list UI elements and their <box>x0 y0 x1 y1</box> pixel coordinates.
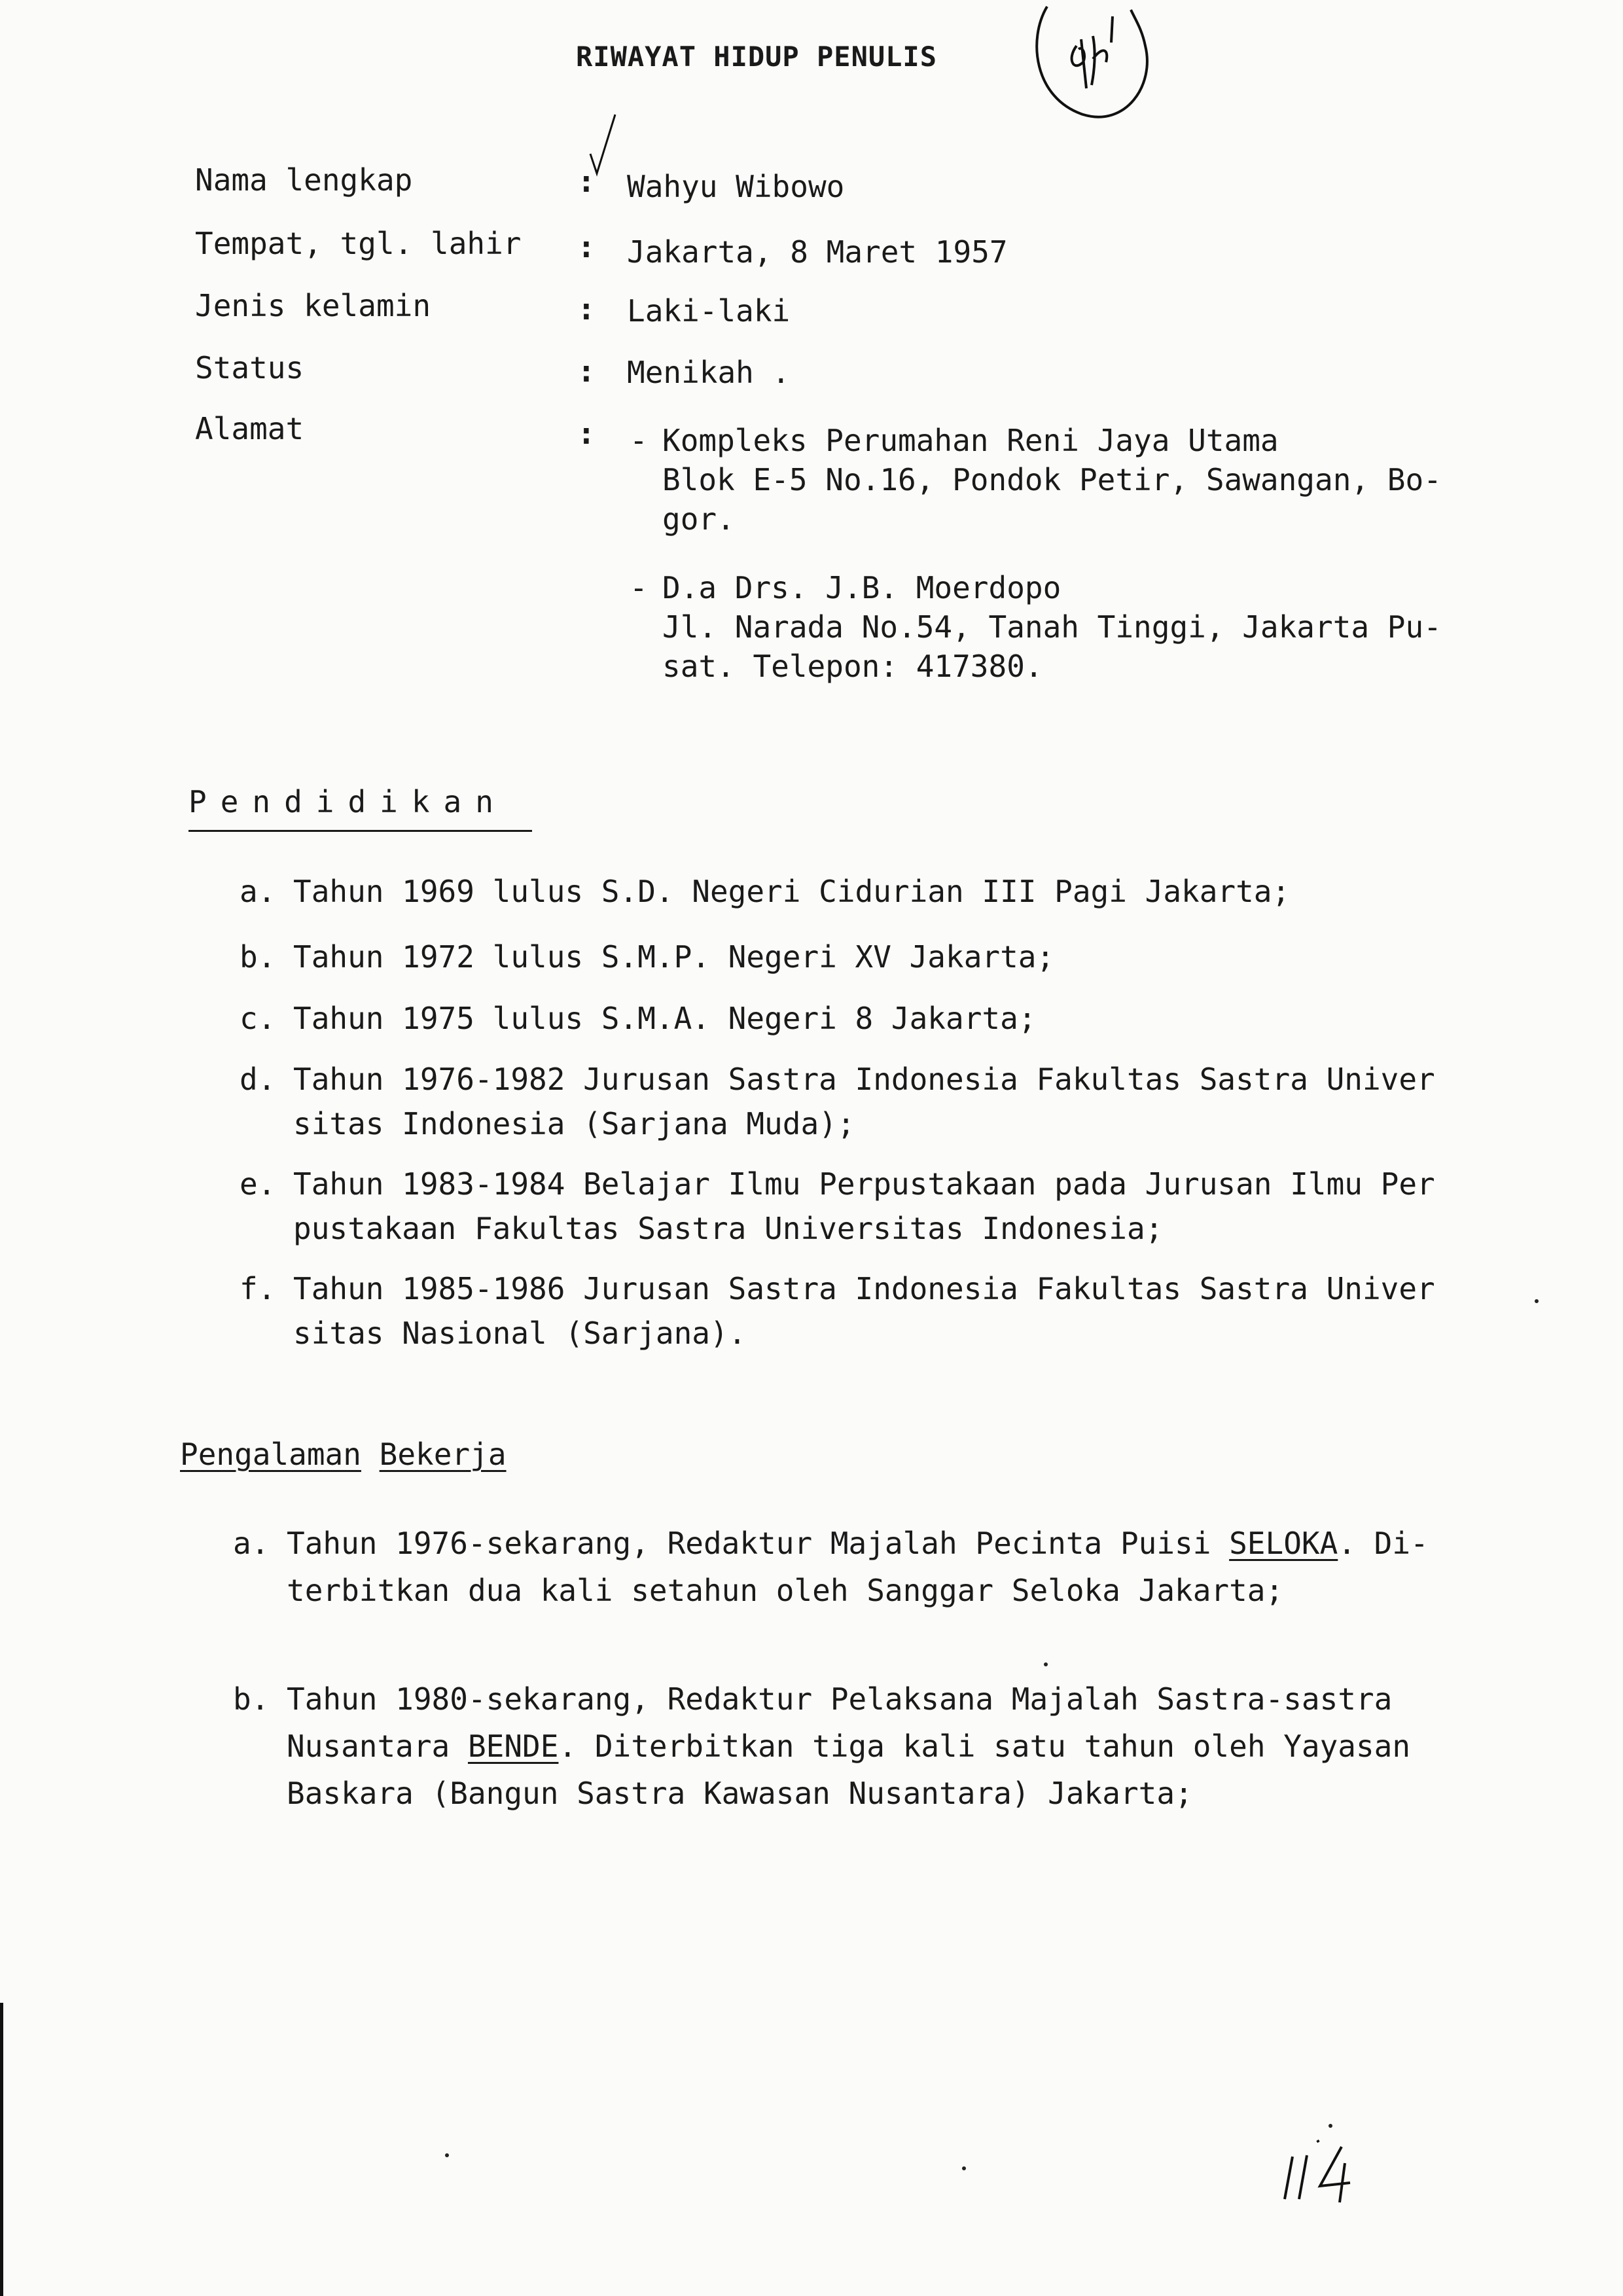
handwritten-page-number <box>1279 2137 1371 2209</box>
heading-underline <box>188 830 532 832</box>
scan-speck <box>1329 2124 1332 2128</box>
document-title: RIWAYAT HIDUP PENULIS <box>576 41 938 73</box>
address-item-2: - D.a Drs. J.B. Moerdopo Jl. Narada No.54, Tanah Tinggi, Jakarta Pu- sat. Telepon: 417380. <box>662 568 1442 686</box>
education-heading: Pendidikan <box>188 784 507 819</box>
address-line: Blok E-5 No.16, Pondok Petir, Sawangan, Bo- <box>662 462 1442 497</box>
address-line: sat. Telepon: 417380. <box>662 649 1043 684</box>
work-heading: Pengalaman Bekerja <box>180 1437 507 1472</box>
colon: : <box>577 164 596 199</box>
list-item: c. Tahun 1975 lulus S.M.A. Negeri 8 Jakarta; <box>240 1001 1037 1036</box>
list-item: a. Tahun 1976-sekarang, Redaktur Majalah Pecinta Puisi SELOKA. Di- terbitkan dua kali setahun oleh Sanggar Seloka Jakarta; <box>233 1526 1429 1608</box>
address-item-1: - Kompleks Perumahan Reni Jaya Utama Blok E-5 No.16, Pondok Petir, Sawangan, Bo- gor. <box>662 421 1442 539</box>
magazine-name: SELOKA <box>1229 1526 1338 1561</box>
list-item: d. Tahun 1976-1982 Jurusan Sastra Indonesia Fakultas Sastra Univer sitas Indonesia (Sarjana Muda); <box>240 1062 1435 1141</box>
list-item: b. Tahun 1980-sekarang, Redaktur Pelaksana Majalah Sastra-sastra Nusantara BENDE. Diterbitkan tiga kali satu tahun oleh Yayasan Baskara (Bangun Sastra Kawasan Nusantara) Jakarta; <box>233 1681 1411 1811</box>
list-item: b. Tahun 1972 lulus S.M.P. Negeri XV Jakarta; <box>240 939 1055 975</box>
colon: : <box>577 229 596 264</box>
address-line: Kompleks Perumahan Reni Jaya Utama <box>662 423 1279 458</box>
address-label: Alamat <box>195 411 304 446</box>
status-label: Status <box>195 350 304 386</box>
colon: : <box>577 416 596 451</box>
scan-speck <box>1044 1662 1048 1666</box>
colon: : <box>577 353 596 389</box>
scan-speck <box>962 2166 966 2170</box>
address-line: Jl. Narada No.54, Tanah Tinggi, Jakarta Pu- <box>662 609 1442 645</box>
list-item: e. Tahun 1983-1984 Belajar Ilmu Perpustakaan pada Jurusan Ilmu Per pustakaan Fakultas Sastra Universitas Indonesia; <box>240 1166 1435 1246</box>
birth-label: Tempat, tgl. lahir <box>195 226 522 261</box>
birth-value: Jakarta, 8 Maret 1957 <box>627 234 1008 270</box>
scan-speck <box>1535 1299 1539 1303</box>
scan-speck <box>445 2153 449 2157</box>
gender-label: Jenis kelamin <box>195 288 431 323</box>
list-item: f. Tahun 1985-1986 Jurusan Sastra Indonesia Fakultas Sastra Univer sitas Nasional (Sarjana). <box>240 1271 1435 1351</box>
name-label: Nama lengkap <box>195 162 413 198</box>
list-item: a. Tahun 1969 lulus S.D. Negeri Cidurian III Pagi Jakarta; <box>240 874 1291 909</box>
colon: : <box>577 291 596 327</box>
handwritten-circle-mark <box>1021 0 1158 131</box>
status-value: Menikah . <box>627 355 791 390</box>
scan-edge <box>0 2003 3 2296</box>
magazine-name: BENDE <box>467 1729 559 1764</box>
address-line: D.a Drs. J.B. Moerdopo <box>662 570 1061 605</box>
gender-value: Laki-laki <box>627 293 791 329</box>
name-value: Wahyu Wibowo <box>627 169 845 204</box>
address-line: gor. <box>662 501 735 537</box>
